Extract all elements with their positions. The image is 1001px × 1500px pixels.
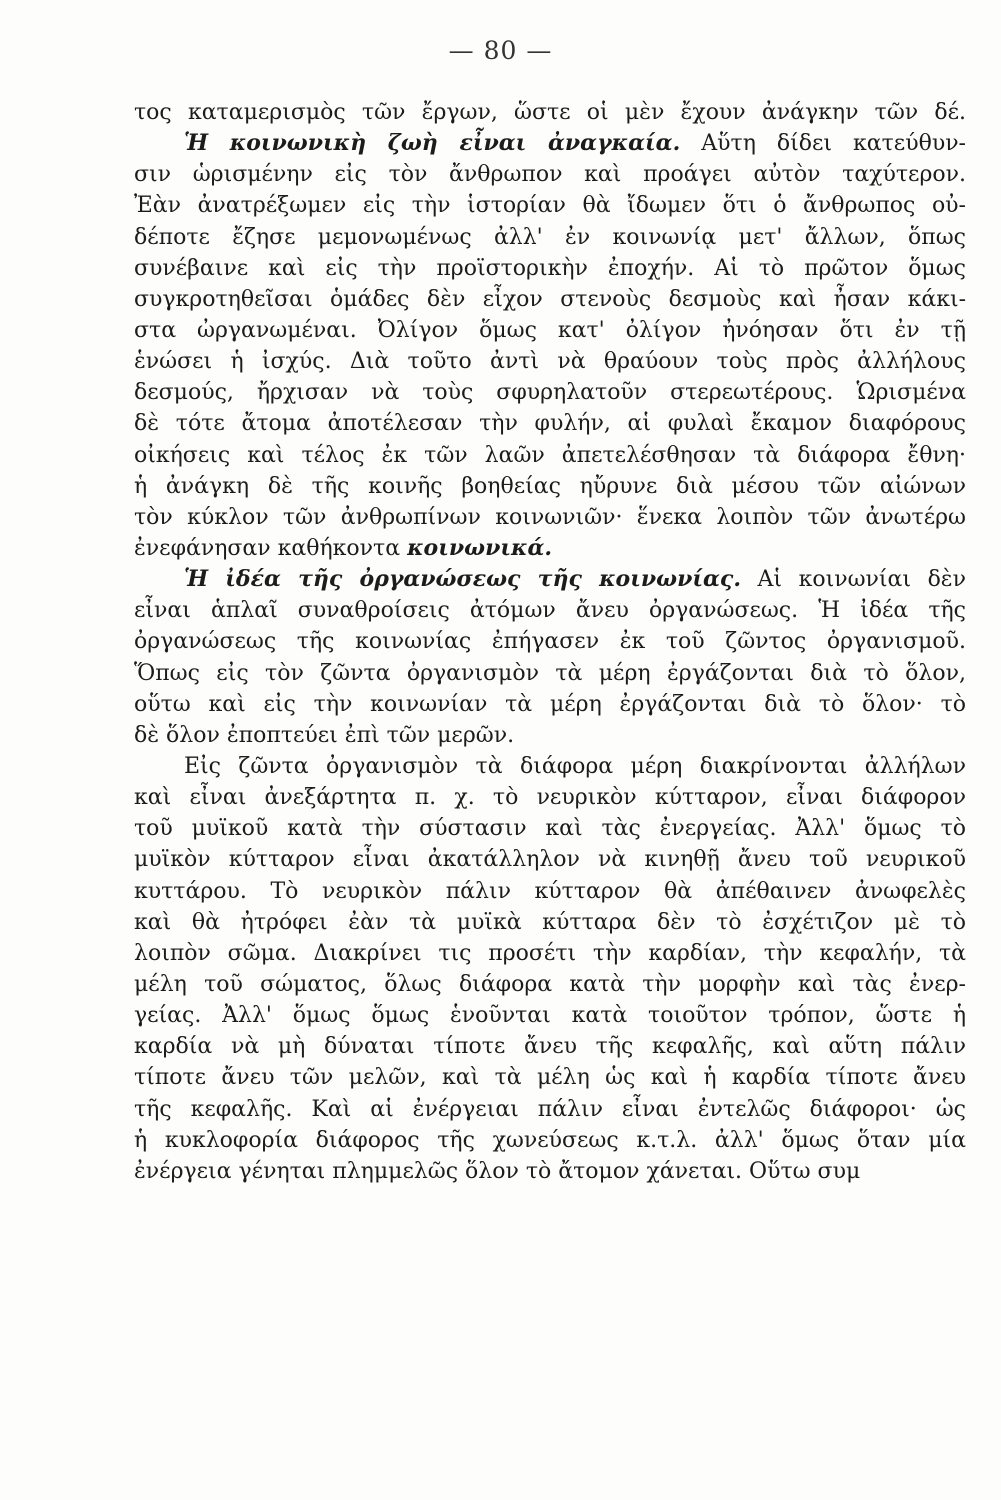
line-text: δεσμούς, ἤρχισαν νὰ τοὺς σφυρηλατοῦν στερεωτέρους. Ὡρισμένα (134, 380, 966, 406)
line-text: Εἰς ζῶντα ὀργανισμὸν τὰ διάφορα μέρη διακρίνονται ἀλλήλων (184, 753, 966, 779)
line-text: ἐνεφάνησαν καθήκοντα (134, 535, 408, 561)
text-line (134, 502, 966, 533)
text-line (134, 969, 966, 1000)
line-text: ἑνώσει ἡ ἰσχύς. Διὰ τοῦτο ἀντὶ νὰ θραύουν τοὺς πρὸς ἀλλήλους (134, 349, 966, 375)
text-line (134, 813, 966, 844)
text-line (134, 377, 966, 408)
line-text: δέποτε ἔζησε μεμονωμένως ἀλλ' ἐν κοινωνίᾳ μετ' ἄλλων, ὅπως (134, 224, 966, 250)
text-line (134, 626, 966, 657)
line-text: τὸν κύκλον τῶν ἀνθρωπίνων κοινωνιῶν· ἕνεκα λοιπὸν τῶν ἀνωτέρω (134, 504, 966, 530)
line-text: Αἱ κοινωνίαι δὲν (740, 567, 966, 593)
line-text: καρδία νὰ μὴ δύναται τίποτε ἄνευ τῆς κεφαλῆς, καὶ αὕτη πάλιν (134, 1034, 966, 1060)
line-text: δὲ τότε ἄτομα ἀποτέλεσαν τὴν φυλήν, αἱ φυλαὶ ἔκαμον διαφόρους (134, 411, 966, 437)
line-text: τῆς κεφαλῆς. Καὶ αἱ ἐνέργειαι πάλιν εἶναι ἐντελῶς διάφοροι· ὡς (134, 1096, 966, 1122)
text-line (134, 782, 966, 813)
line-text: εἶναι ἁπλαῖ συναθροίσεις ἀτόμων ἄνευ ὀργανώσεως. Ἡ ἰδέα τῆς (134, 598, 966, 624)
text-line (134, 1094, 966, 1125)
line-text: Ὅπως εἰς τὸν ζῶντα ὀργανισμὸν τὰ μέρη ἐργάζονται διὰ τὸ ὅλον, (134, 660, 966, 686)
text-line (134, 689, 966, 720)
line-text: οἰκήσεις καὶ τέλος ἐκ τῶν λαῶν ἀπετελέσθησαν τὰ διάφορα ἔθνη· (134, 442, 966, 468)
text-line (134, 876, 966, 907)
text-line (134, 346, 966, 377)
line-text: δὲ ὅλον ἐποπτεύει ἐπὶ τῶν μερῶν. (134, 722, 515, 748)
text-line (134, 938, 966, 969)
line-text: ἐνέργεια γένηται πλημμελῶς ὅλον τὸ ἄτομον χάνεται. Οὕτω συμ (134, 1158, 861, 1184)
line-text: καὶ θὰ ἠτρόφει ἐὰν τὰ μυϊκὰ κύτταρα δὲν τὸ ἐσχέτιζον μὲ τὸ (134, 909, 966, 935)
line-text: λοιπὸν σῶμα. Διακρίνει τις προσέτι τὴν καρδίαν, τὴν κεφαλήν, τὰ (134, 940, 966, 966)
line-text: σιν ὡρισμένην εἰς τὸν ἄνθρωπον καὶ προάγει αὐτὸν ταχύτερον. (134, 162, 966, 188)
text-line (134, 595, 966, 626)
page-number: — 80 — (448, 36, 553, 65)
line-text: ὀργανώσεως τῆς κοινωνίας ἐπήγασεν ἐκ τοῦ ζῶντος ὀργανισμοῦ. (134, 629, 966, 655)
text-line (134, 1062, 966, 1093)
text-line (134, 1156, 966, 1187)
line-text: τοῦ μυϊκοῦ κατὰ τὴν σύστασιν καὶ τὰς ἐνεργείας. Ἀλλ' ὅμως τὸ (134, 816, 966, 842)
text-line (134, 471, 966, 502)
text-line (134, 844, 966, 875)
section-heading: Ἡ ἰδέα τῆς ὀργανώσεως τῆς κοινωνίας. (184, 566, 741, 593)
line-text: μυϊκὸν κύτταρον εἶναι ἀκατάλληλον νὰ κινηθῇ ἄνευ τοῦ νευρικοῦ (134, 847, 966, 873)
text-line (134, 253, 966, 284)
text-line (134, 159, 966, 190)
text-line (134, 1125, 966, 1156)
line-text: ἡ ἀνάγκη δὲ τῆς κοινῆς βοηθείας ηὔρυνε διὰ μέσου τῶν αἰώνων (134, 473, 966, 499)
text-line (134, 222, 966, 253)
text-line (134, 190, 966, 221)
line-text: τίποτε ἄνευ τῶν μελῶν, καὶ τὰ μέλη ὡς καὶ ἡ καρδία τίποτε ἄνευ (134, 1065, 966, 1091)
line-text: καὶ εἶναι ἀνεξάρτητα π. χ. τὸ νευρικὸν κύτταρον, εἶναι διάφορον (134, 785, 966, 811)
text-line (134, 658, 966, 689)
text-line (134, 440, 966, 471)
text-line (134, 408, 966, 439)
line-text: κυττάρου. Τὸ νευρικὸν πάλιν κύτταρον θὰ ἀπέθαινεν ἀνωφελὲς (134, 878, 966, 904)
line-text: στα ὠργανωμέναι. Ὀλίγον ὅμως κατ' ὀλίγον ἠνόησαν ὅτι ἐν τῇ (134, 317, 966, 343)
line-text: μέλη τοῦ σώματος, ὅλως διάφορα κατὰ τὴν μορφὴν καὶ τὰς ἐνερ- (134, 971, 966, 997)
emphasized-term: κοινωνικά. (407, 534, 553, 561)
text-line (134, 1031, 966, 1062)
body-text (134, 97, 966, 1187)
text-line (134, 128, 966, 159)
text-line (134, 720, 966, 751)
text-line (134, 533, 966, 564)
text-line (134, 315, 966, 346)
line-text: Αὕτη δίδει κατεύθυν- (680, 131, 966, 157)
line-text: τος καταμερισμὸς τῶν ἔργων, ὥστε οἱ μὲν ἔχουν ἀνάγκην τῶν δέ. (134, 100, 966, 125)
text-line (134, 284, 966, 315)
line-text: οὕτω καὶ εἰς τὴν κοινωνίαν τὰ μέρη ἐργάζονται διὰ τὸ ὅλον· τὸ (134, 691, 966, 717)
text-line (134, 97, 966, 128)
line-text: γείας. Ἀλλ' ὅμως ὅμως ἑνοῦνται κατὰ τοιοῦτον τρόπον, ὥστε ἡ (134, 1003, 966, 1029)
line-text: Ἐὰν ἀνατρέξωμεν εἰς τὴν ἱστορίαν θὰ ἴδωμεν ὅτι ὁ ἄνθρωπος οὐ- (134, 193, 966, 219)
text-line (134, 751, 966, 782)
line-text: συγκροτηθεῖσαι ὁμάδες δὲν εἶχον στενοὺς δεσμοὺς καὶ ἦσαν κάκι- (134, 286, 966, 312)
section-heading: Ἡ κοινωνικὴ ζωὴ εἶναι ἀναγκαία. (184, 130, 681, 157)
line-text: συνέβαινε καὶ εἰς τὴν προϊστορικὴν ἐποχήν. Αἱ τὸ πρῶτον ὅμως (134, 255, 966, 281)
line-text: ἡ κυκλοφορία διάφορος τῆς χωνεύσεως κ.τ.λ. ἀλλ' ὅμως ὅταν μία (134, 1127, 966, 1153)
text-line (134, 907, 966, 938)
text-line (134, 564, 966, 595)
text-line (134, 1000, 966, 1031)
